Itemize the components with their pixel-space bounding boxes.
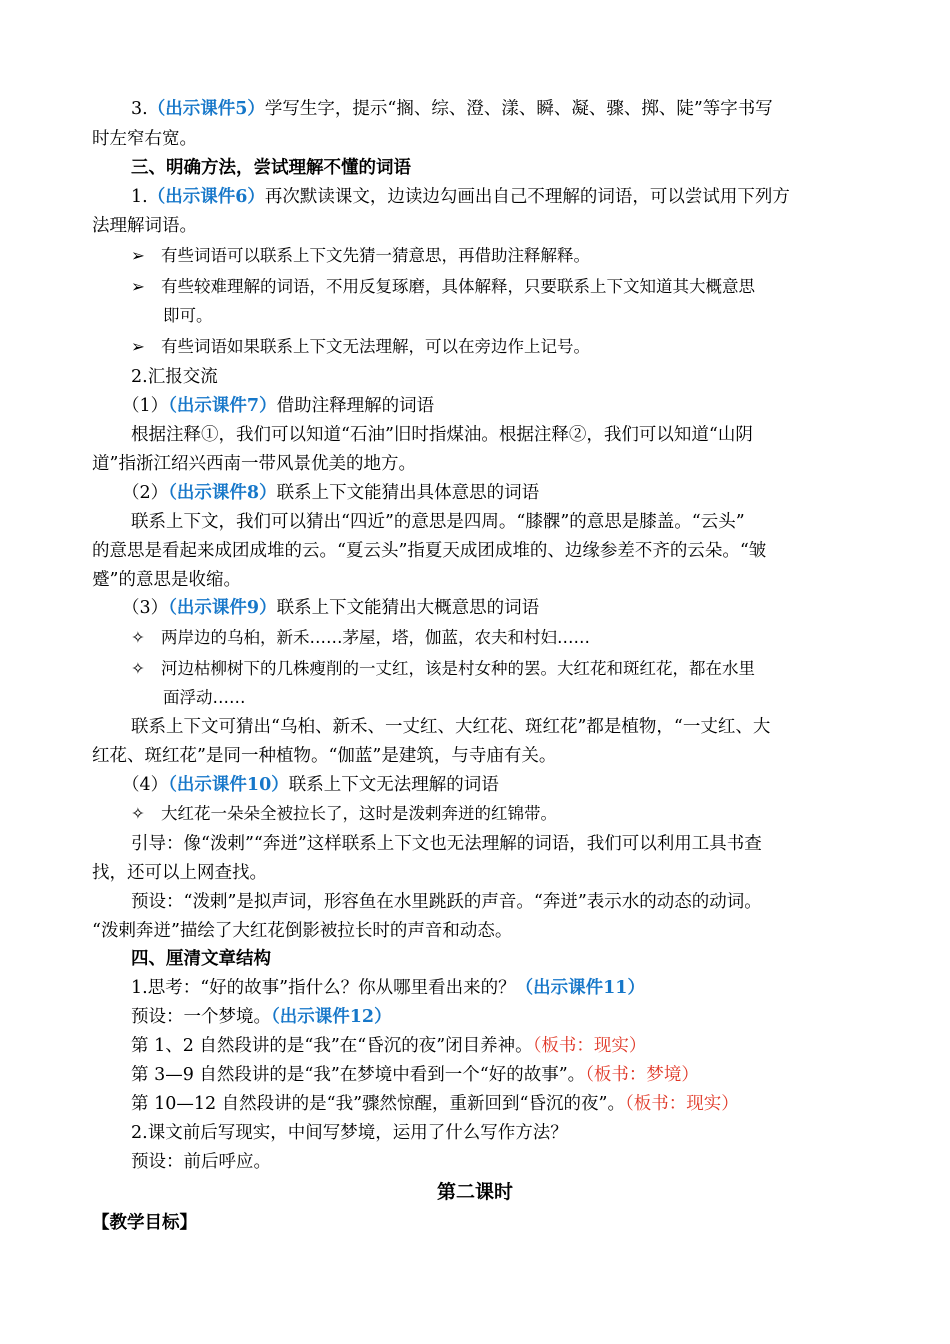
courseware-tag: （出示课件12） <box>271 1007 392 1027</box>
courseware-tag: （出示课件5） <box>147 99 265 119</box>
paragraph-continuation: 法理解词语。 <box>92 216 197 236</box>
courseware-tag: （出示课件7） <box>168 396 277 416</box>
bullet-item: ➢ 有些词语如果联系上下文无法理解，可以在旁边作上记号。 <box>131 337 590 356</box>
goal-heading: 【教学目标】 <box>92 1213 197 1233</box>
bullet-continuation: 即可。 <box>163 306 213 325</box>
paragraph-continuation: 的意思是看起来成团成堆的云。“夏云头”指夏天成团成堆的、边缘参差不齐的云朵。“皱 <box>92 541 767 561</box>
paragraph-continuation: 道”指浙江绍兴西南一带风景优美的地方。 <box>92 454 416 474</box>
board-note: （板书：现实） <box>624 1094 739 1114</box>
quote-item: ✧ 两岸边的乌桕，新禾……茅屋，塔，伽蓝，农夫和村妇…… <box>131 628 590 647</box>
board-note: （板书：梦境） <box>585 1065 699 1085</box>
quote-item: ✧ 河边枯柳树下的几株瘦削的一丈红，该是村女种的罢。大红花和斑红花，都在水里 <box>131 659 755 678</box>
paragraph-guide: 引导：像“泼剌”“奔迸”这样联系上下文也无法理解的词语，我们可以利用工具书查 <box>131 834 762 854</box>
paragraph-write-characters: 3.（出示课件5）学写生字，提示“搁、综、澄、漾、瞬、凝、骤、掷、陡”等字书写 <box>131 99 773 119</box>
courseware-tag: （出示课件9） <box>168 598 277 618</box>
section-heading-4: 四、厘清文章结构 <box>131 949 271 969</box>
subsection-4: （4）（出示课件10）联系上下文无法理解的词语 <box>122 775 499 795</box>
arrow-bullet-icon: ➢ <box>131 337 145 356</box>
paragraph-structure: 第 10—12 自然段讲的是“我”骤然惊醒，重新回到“昏沉的夜”。（板书：现实） <box>131 1094 739 1114</box>
paragraph-silent-reading: 1.（出示课件6）再次默读课文，边读边勾画出自己不理解的词语，可以尝试用下列方 <box>131 187 790 207</box>
section-heading-3: 三、明确方法，尝试理解不懂的词语 <box>131 158 411 178</box>
paragraph-structure: 第 1、2 自然段讲的是“我”在“昏沉的夜”闭目养神。（板书：现实） <box>131 1036 647 1056</box>
quote-item: ✧ 大红花一朵朵全被拉长了，这时是泼剌奔迸的红锦带。 <box>131 804 557 823</box>
diamond-bullet-icon: ✧ <box>131 659 145 678</box>
courseware-tag: （出示课件8） <box>168 483 277 503</box>
paragraph-question: 2.课文前后写现实，中间写梦境，运用了什么写作方法？ <box>131 1123 568 1143</box>
section-title: 第二课时 <box>436 1181 513 1203</box>
paragraph-continuation: 蹙”的意思是收缩。 <box>92 570 241 590</box>
paragraph-report: 2.汇报交流 <box>131 367 218 387</box>
paragraph-question: 1.思考：“好的故事”指什么？你从哪里看出来的？（出示课件11） <box>131 978 645 998</box>
paragraph-continuation: 红花、斑红花”是同一种植物。“伽蓝”是建筑，与寺庙有关。 <box>92 746 557 766</box>
bullet-item: ➢ 有些词语可以联系上下文先猜一猜意思，再借助注释解释。 <box>131 246 590 265</box>
paragraph-structure: 第 3—9 自然段讲的是“我”在梦境中看到一个“好的故事”。（板书：梦境） <box>131 1065 699 1085</box>
courseware-tag: （出示课件10） <box>168 775 289 795</box>
courseware-tag: （出示课件11） <box>515 978 645 998</box>
board-note: （板书：现实） <box>532 1036 647 1056</box>
subsection-2: （2）（出示课件8）联系上下文能猜出具体意思的词语 <box>122 483 540 503</box>
bullet-item: ➢ 有些较难理解的词语，不用反复琢磨，具体解释，只要联系上下文知道其大概意思 <box>131 277 755 296</box>
paragraph-text: 联系上下文可猜出“乌桕、新禾、一丈红、大红花、斑红花”都是植物，“一丈红、大 <box>131 717 771 737</box>
paragraph-text: 根据注释①，我们可以知道“石油”旧时指煤油。根据注释②，我们可以知道“山阴 <box>131 425 753 445</box>
paragraph-preset: 预设：前后呼应。 <box>131 1152 271 1172</box>
paragraph-continuation: 找，还可以上网查找。 <box>92 863 267 883</box>
arrow-bullet-icon: ➢ <box>131 246 145 265</box>
courseware-tag: （出示课件6） <box>147 187 265 207</box>
arrow-bullet-icon: ➢ <box>131 277 145 296</box>
subsection-3: （3）（出示课件9）联系上下文能猜出大概意思的词语 <box>122 598 540 618</box>
paragraph-continuation: 时左窄右宽。 <box>92 129 197 149</box>
quote-continuation: 面浮动…… <box>163 688 246 707</box>
diamond-bullet-icon: ✧ <box>131 804 145 823</box>
paragraph-preset: 预设：一个梦境。（出示课件12） <box>131 1007 392 1027</box>
paragraph-preset: 预设：“泼剌”是拟声词，形容鱼在水里跳跃的声音。“奔迸”表示水的动态的动词。 <box>131 892 762 912</box>
diamond-bullet-icon: ✧ <box>131 628 145 647</box>
subsection-1: （1）（出示课件7）借助注释理解的词语 <box>122 396 435 416</box>
paragraph-continuation: “泼剌奔迸”描绘了大红花倒影被拉长时的声音和动态。 <box>92 921 513 941</box>
paragraph-text: 联系上下文，我们可以猜出“四近”的意思是四周。“膝髁”的意思是膝盖。“云头” <box>131 512 745 532</box>
